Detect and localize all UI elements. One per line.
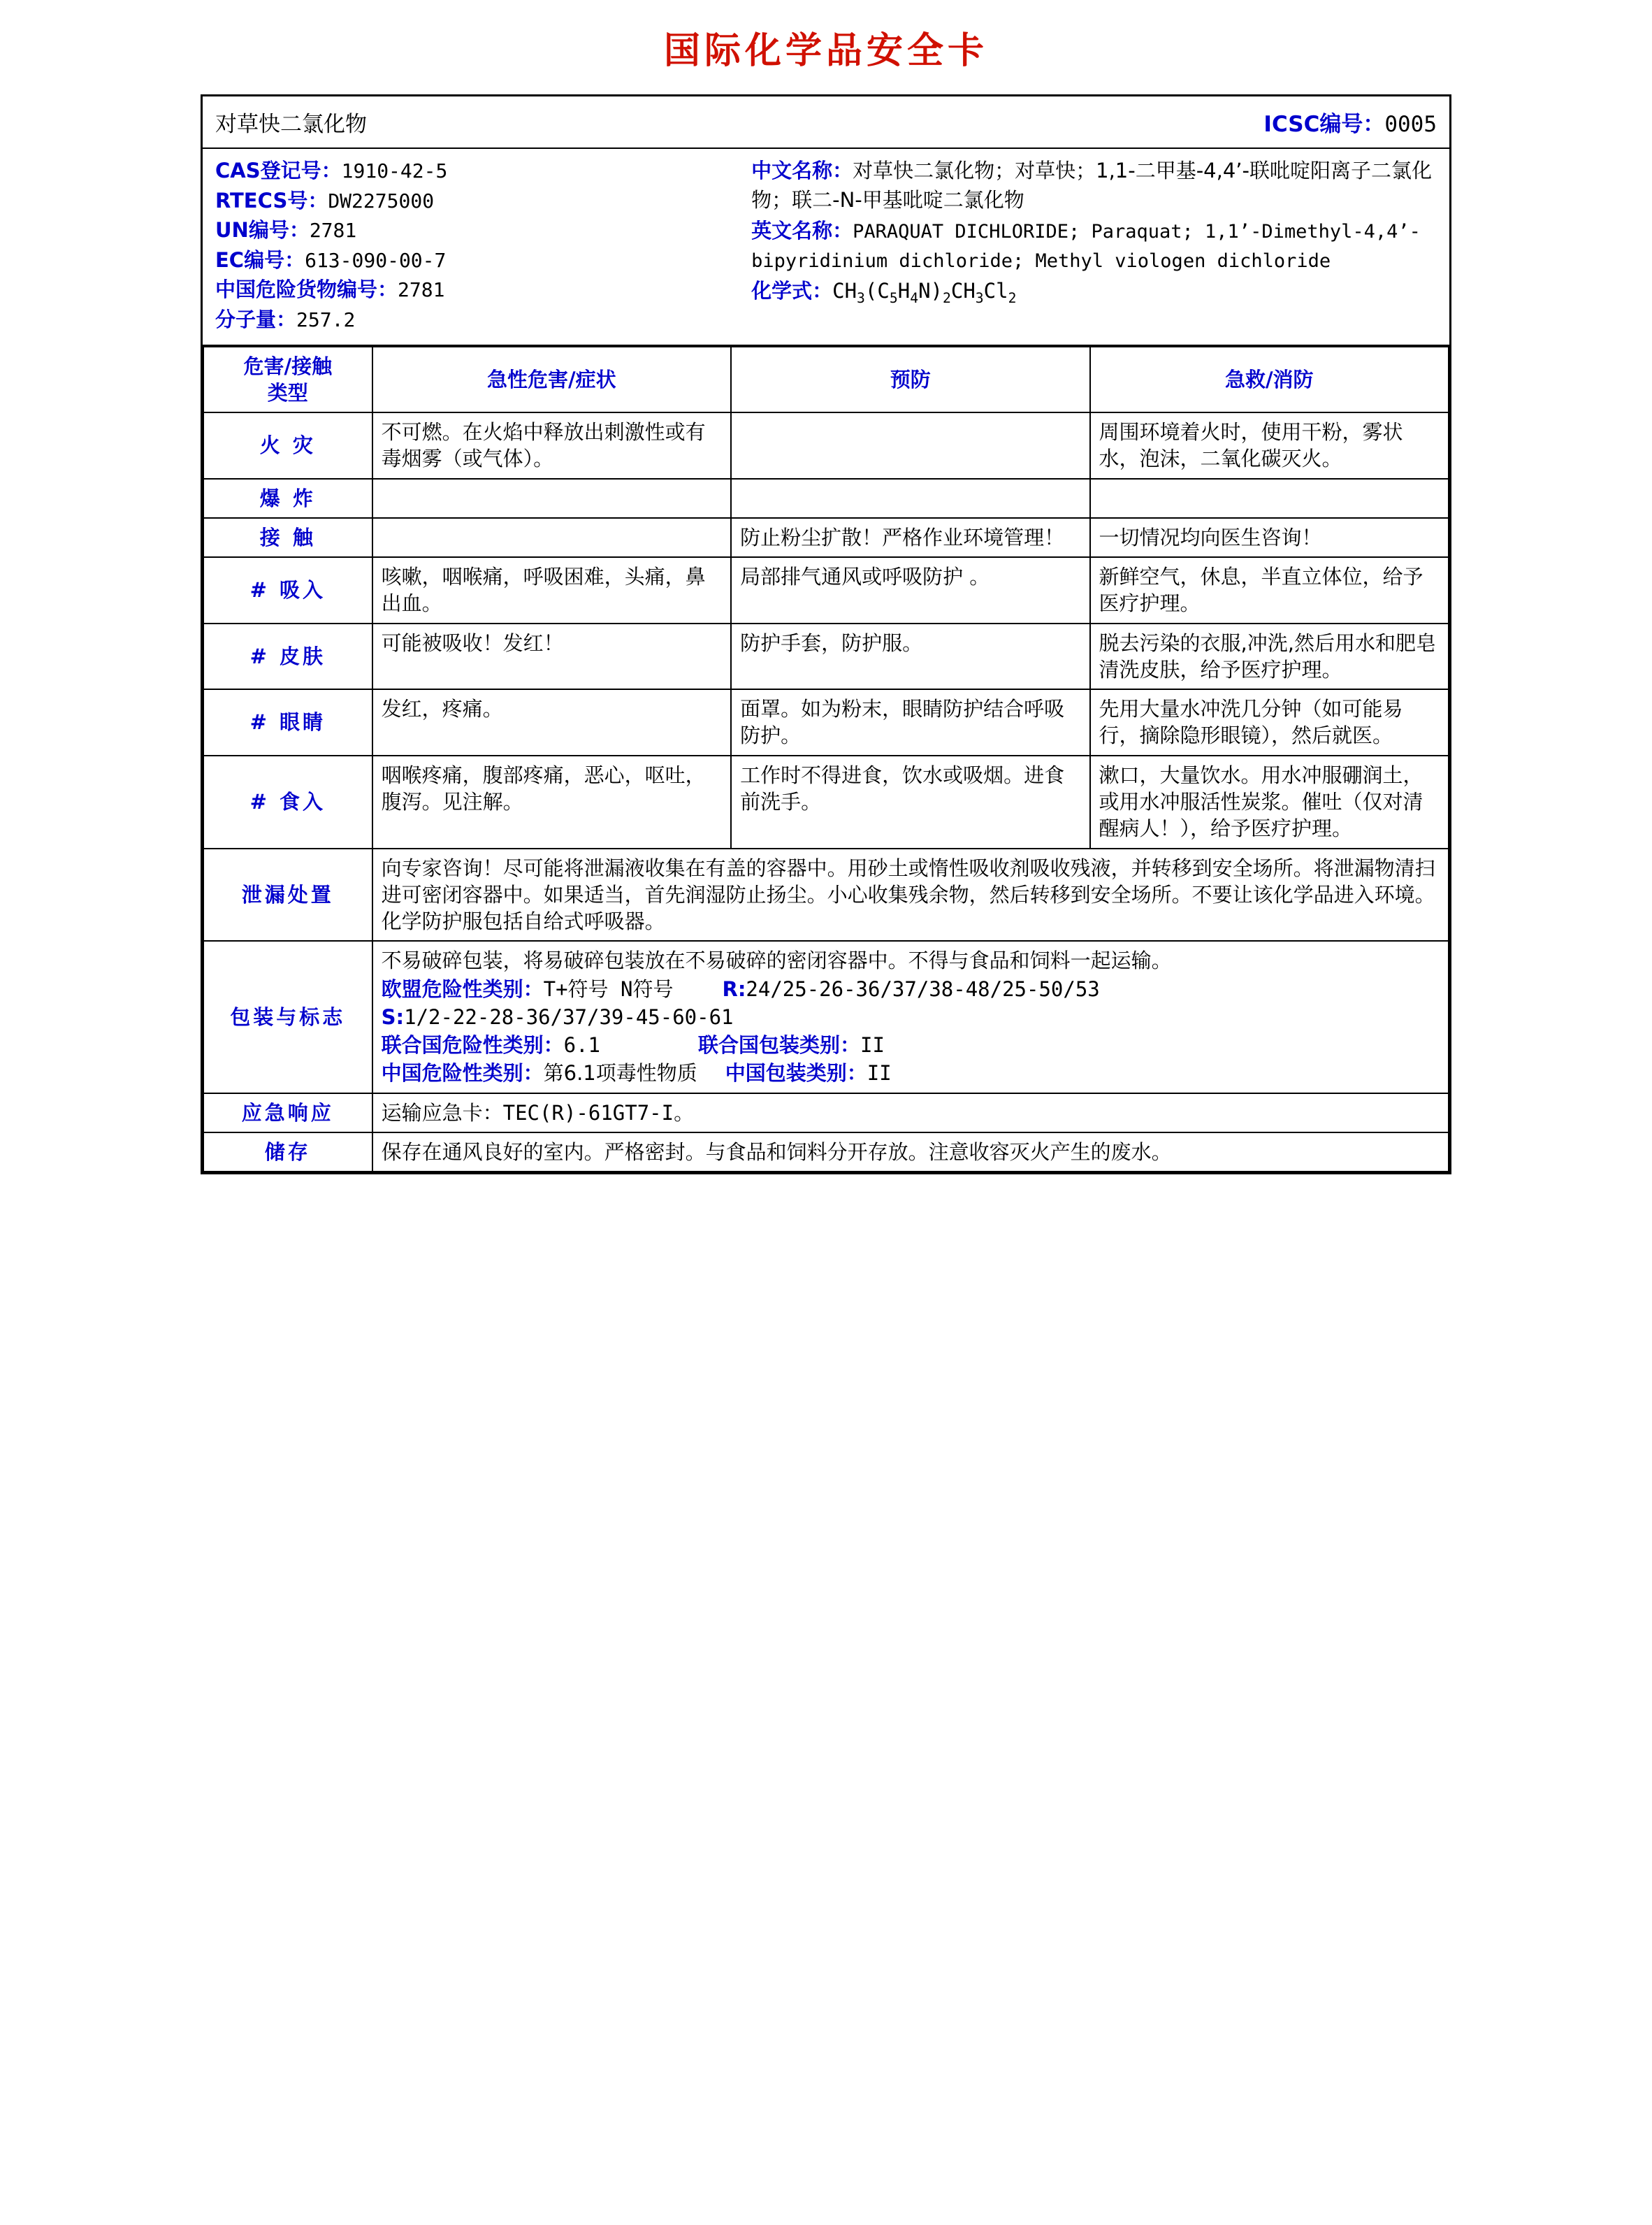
packaging-label: 包装与标志 — [203, 941, 372, 1093]
formula-value: $CH_3(C_5H_4N)_2CH_3Cl_2$ — [832, 279, 1017, 307]
cn-name-row — [751, 156, 1437, 215]
row-prevention-inhalation: 局部排气通风或呼吸防护 。 — [731, 557, 1089, 624]
packaging-content — [372, 941, 1449, 1093]
r-phrases-label: R: — [722, 977, 746, 1001]
en-name-label: 英文名称： — [751, 219, 853, 243]
header-category — [203, 347, 372, 413]
row-acute-fire: 不可燃。在火焰中释放出刺激性或有毒烟雾（或气体）。 — [372, 412, 731, 479]
row-firstaid-fire: 周围环境着火时，使用干粉，雾状水，泡沫，二氧化碳灭火。 — [1090, 412, 1449, 479]
row-category-explosion: 爆 炸 — [203, 479, 372, 518]
cn-pack-label: 中国包装类别： — [725, 1061, 867, 1086]
rtecs-value: DW2275000 — [328, 189, 435, 213]
header-acute: 急性危害/症状 — [372, 347, 731, 413]
spill-text: 向专家咨询！尽可能将泄漏液收集在有盖的容器中。用砂土或惰性吸收剂吸收残液，并转移到安全场所。将泄漏物清扫进可密闭容器中。如果适当，首先润湿防止扬尘。小心收集残余物，然后转移到安全场所。不要让该化学品进入环境。化学防护服包括自给式呼吸器。 — [372, 849, 1449, 942]
row-category-ingestion: # 食入 — [203, 756, 372, 849]
s-phrases-value: 1/2-22-28-36/37/39-45-60-61 — [404, 1005, 734, 1029]
header-category-line2: 类型 — [267, 380, 308, 405]
page-title: 国际化学品安全卡 — [663, 30, 988, 72]
un-class-label: 联合国危险性类别： — [381, 1033, 564, 1058]
cn-dangerous-goods-label: 中国危险货物编号： — [215, 278, 398, 302]
formula-label: 化学式： — [751, 279, 833, 303]
packaging-eu-line — [382, 976, 1440, 1002]
un-label: UN编号： — [215, 218, 310, 243]
row-acute-inhalation: 咳嗽，咽喉痛，呼吸困难，头痛，鼻出血。 — [372, 557, 731, 624]
row-acute-explosion — [372, 479, 731, 518]
eu-class-label: 欧盟危险性类别： — [381, 977, 544, 1001]
s-phrases-label: S: — [381, 1005, 405, 1029]
cn-dangerous-goods-row — [215, 275, 726, 305]
ec-row — [215, 245, 726, 275]
row-prevention-eyes: 面罩。如为粉末，眼睛防护结合呼吸防护。 — [731, 689, 1089, 756]
r-phrases-value: 24/25-26-36/37/38-48/25-50/53 — [746, 977, 1100, 1001]
molecular-weight-value: 257.2 — [296, 308, 356, 331]
row-prevention-ingestion: 工作时不得进食，饮水或吸烟。进食前洗手。 — [731, 756, 1089, 849]
cn-class-value: 第6.1项毒性物质 — [543, 1061, 697, 1086]
table-row — [203, 479, 1449, 518]
rtecs-label: RTECS号： — [215, 188, 328, 213]
storage-label: 储存 — [203, 1132, 372, 1172]
row-firstaid-skin: 脱去污染的衣服,冲洗,然后用水和肥皂清洗皮肤，给予医疗护理。 — [1090, 624, 1449, 690]
table-row — [203, 412, 1449, 479]
ec-value: 613-090-00-7 — [305, 248, 447, 272]
cas-label: CAS登记号： — [215, 159, 342, 182]
packaging-cn-line — [382, 1060, 1440, 1086]
row-firstaid-inhalation: 新鲜空气，休息，半直立体位，给予医疗护理。 — [1090, 557, 1449, 624]
hazards-table — [203, 346, 1449, 1173]
icsc-card — [201, 94, 1451, 1174]
un-pack-value: II — [860, 1033, 885, 1058]
table-row — [203, 756, 1449, 849]
molecular-weight-row — [215, 305, 726, 335]
row-category-fire: 火 灾 — [203, 412, 372, 479]
row-prevention-exposure: 防止粉尘扩散！严格作业环境管理！ — [731, 518, 1089, 557]
row-firstaid-explosion — [1090, 479, 1449, 518]
storage-row — [203, 1132, 1449, 1172]
cn-name-label: 中文名称： — [751, 159, 853, 182]
icsc-label: ICSC编号： — [1263, 112, 1385, 137]
row-acute-eyes: 发红，疼痛。 — [372, 689, 731, 756]
emergency-label: 应急响应 — [203, 1093, 372, 1132]
ec-label: EC编号： — [215, 247, 305, 272]
packaging-line1: 不易破碎包装，将易破碎包装放在不易破碎的密闭容器中。不得与食品和饲料一起运输。 — [381, 949, 1172, 973]
header-category-line1: 危害/接触 — [243, 354, 333, 378]
row-prevention-skin: 防护手套，防护服。 — [731, 624, 1089, 690]
un-row — [215, 215, 726, 245]
cn-class-label: 中国危险性类别： — [381, 1061, 544, 1086]
row-acute-ingestion: 咽喉疼痛，腹部疼痛，恶心，呕吐，腹泻。见注解。 — [372, 756, 731, 849]
row-firstaid-exposure: 一切情况均向医生咨询！ — [1090, 518, 1449, 557]
emergency-text-value: TEC(R)-61GT7-I。 — [502, 1100, 695, 1125]
un-pack-label: 联合国包装类别： — [698, 1033, 861, 1058]
spill-label: 泄漏处置 — [203, 849, 372, 942]
icsc-number: 0005 — [1384, 112, 1437, 137]
table-row — [203, 518, 1449, 557]
en-name-value: PARAQUAT DICHLORIDE; Paraquat; 1,1’-Dimethyl-4,4’-bipyridinium dichloride; Methyl viologen dichloride — [751, 221, 1421, 273]
eu-class-value: T+符号 N符号 — [543, 977, 674, 1001]
row-category-skin: # 皮肤 — [203, 624, 372, 690]
un-class-value: 6.1 — [563, 1033, 601, 1058]
cn-dangerous-goods-value: 2781 — [398, 278, 445, 302]
rtecs-row — [215, 186, 726, 216]
emergency-text-label: 运输应急卡： — [381, 1100, 503, 1125]
packaging-s-line — [382, 1004, 1440, 1030]
substance-name: 对草快二氯化物 — [215, 112, 367, 137]
header-firstaid: 急救/消防 — [1090, 347, 1449, 413]
icsc-number-block — [1263, 106, 1437, 138]
row-acute-skin: 可能被吸收！发红！ — [372, 624, 731, 690]
identity-right — [739, 149, 1449, 345]
row-category-exposure: 接 触 — [203, 518, 372, 557]
en-name-row — [751, 216, 1437, 275]
emergency-content — [372, 1093, 1449, 1132]
row-prevention-explosion — [731, 479, 1089, 518]
row-category-inhalation: # 吸入 — [203, 557, 372, 624]
row-acute-exposure — [372, 518, 731, 557]
storage-text: 保存在通风良好的室内。严格密封。与食品和饲料分开存放。注意收容灭火产生的废水。 — [372, 1132, 1449, 1172]
row-firstaid-ingestion: 漱口，大量饮水。用水冲服硼润土，或用水冲服活性炭浆。催吐（仅对清醒病人！），给予医疗护理。 — [1090, 756, 1449, 849]
spill-row — [203, 849, 1449, 942]
cas-row — [215, 156, 726, 186]
card-header — [203, 96, 1449, 149]
identity-left — [203, 149, 739, 345]
header-prevention: 预防 — [731, 347, 1089, 413]
cn-name-value: 对草快二氯化物；对草快；1,1-二甲基-4,4’-联吡啶阳离子二氯化物；联二-N-甲基吡啶二氯化物 — [751, 159, 1432, 213]
table-row — [203, 624, 1449, 690]
un-value: 2781 — [309, 219, 357, 243]
row-firstaid-eyes: 先用大量水冲洗几分钟（如可能易行，摘除隐形眼镜），然后就医。 — [1090, 689, 1449, 756]
molecular-weight-label: 分子量： — [215, 307, 297, 331]
table-row — [203, 689, 1449, 756]
row-category-eyes: # 眼睛 — [203, 689, 372, 756]
packaging-row — [203, 941, 1449, 1093]
row-prevention-fire — [731, 412, 1089, 479]
packaging-un-line — [382, 1032, 1440, 1058]
formula-row — [751, 276, 1437, 308]
emergency-row — [203, 1093, 1449, 1132]
table-header-row — [203, 347, 1449, 413]
identity-block — [203, 149, 1449, 346]
cn-pack-value: II — [867, 1061, 892, 1086]
table-row — [203, 557, 1449, 624]
cas-value: 1910-42-5 — [341, 159, 448, 182]
